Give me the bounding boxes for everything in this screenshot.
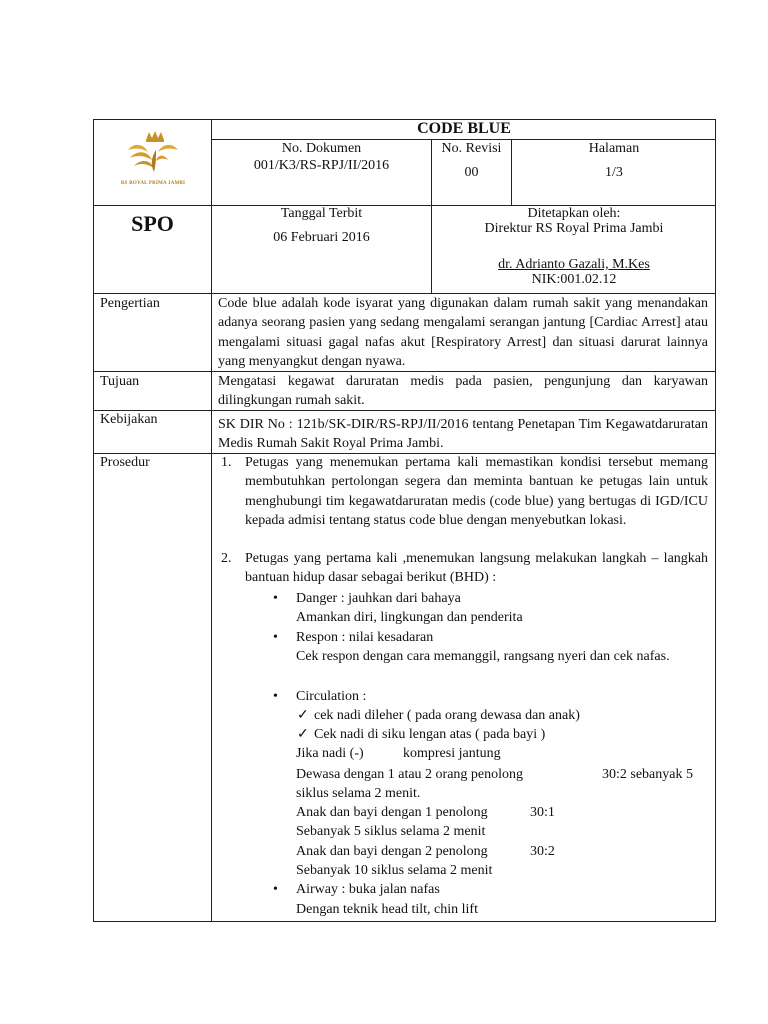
check-2-text: Cek nadi di siku lengan atas ( pada bayi ) bbox=[314, 727, 546, 742]
bullet-icon: • bbox=[273, 689, 278, 704]
bullet-icon: • bbox=[273, 630, 278, 645]
no-revisi-value: 00 bbox=[464, 165, 479, 180]
jika-nadi-text: Jika nadi (-) bbox=[296, 746, 364, 761]
airway-detail: Dengan teknik head tilt, chin lift bbox=[296, 902, 478, 917]
anak-2-ratio: 30:2 bbox=[530, 844, 555, 859]
spo-label: SPO bbox=[131, 211, 174, 236]
tujuan-label: Tujuan bbox=[100, 374, 140, 389]
no-dokumen-value: 001/K3/RS-RPJ/II/2016 bbox=[253, 158, 390, 173]
respon-title: Respon : nilai kesadaran bbox=[296, 630, 434, 645]
ditetapkan-label: Ditetapkan oleh: bbox=[527, 206, 621, 221]
anak-1-ratio: 30:1 bbox=[530, 805, 555, 820]
bullet-icon: • bbox=[273, 882, 278, 897]
tanggal-terbit-label: Tanggal Terbit bbox=[280, 206, 363, 221]
danger-title: Danger : jauhkan dari bahaya bbox=[296, 591, 461, 606]
kompresi-text: kompresi jantung bbox=[403, 746, 501, 761]
anak-1-line: Anak dan bayi dengan 1 penolong bbox=[296, 805, 488, 820]
dewasa-cont: siklus selama 2 menit. bbox=[296, 786, 421, 801]
item-2-number: 2. bbox=[221, 551, 232, 566]
respon-detail: Cek respon dengan cara memanggil, rangsang nyeri dan cek nafas. bbox=[296, 649, 670, 664]
kebijakan-label: Kebijakan bbox=[100, 412, 158, 427]
halaman-value: 1/3 bbox=[605, 165, 623, 180]
check-1-text: cek nadi dileher ( pada orang dewasa dan anak) bbox=[314, 708, 580, 723]
kebijakan-text: SK DIR No : 121b/SK-DIR/RS-RPJ/II/2016 tentang Penetapan Tim Kegawatdaruratan Medis Rumah Sakit Royal Prima Jambi. bbox=[218, 417, 708, 452]
hospital-logo bbox=[118, 128, 188, 184]
signer-nik: NIK:001.02.12 bbox=[531, 272, 617, 287]
document-title: CODE BLUE bbox=[417, 120, 511, 137]
tanggal-terbit-value: 06 Februari 2016 bbox=[273, 230, 370, 245]
circulation-title: Circulation : bbox=[296, 689, 367, 704]
ditetapkan-by: Direktur RS Royal Prima Jambi bbox=[484, 221, 664, 236]
airway-title: Airway : buka jalan nafas bbox=[296, 882, 440, 897]
pengertian-text: Code blue adalah kode isyarat yang digunakan dalam rumah sakit yang menandakan adanya seorang pasien yang sedang mengalami serangan jantung [Cardiac Arrest] atau mengalami situasi gagal nafas akut [Respiratory Arrest] dan situasi darurat lainnya yang menyangkut dengan nyawa. bbox=[218, 296, 708, 369]
pengertian-label: Pengertian bbox=[100, 296, 160, 311]
danger-detail: Amankan diri, lingkungan dan penderita bbox=[296, 610, 523, 625]
anak-1-cont: Sebanyak 5 siklus selama 2 menit bbox=[296, 824, 486, 839]
logo-caption: RS ROYAL PRIMA JAMBI bbox=[120, 181, 186, 186]
check-icon: ✓ bbox=[297, 727, 309, 742]
crown-and-wings-logo-icon bbox=[118, 128, 188, 176]
halaman-label: Halaman bbox=[588, 141, 640, 156]
signer-name: dr. Adrianto Gazali, M.Kes bbox=[498, 257, 650, 272]
dewasa-line: Dewasa dengan 1 atau 2 orang penolong bbox=[296, 767, 524, 782]
bullet-icon: • bbox=[273, 591, 278, 606]
prosedur-label: Prosedur bbox=[100, 455, 150, 470]
item-1-text: Petugas yang menemukan pertama kali memastikan kondisi tersebut memang membutuhkan pertolongan segera dan meminta bantuan ke petugas lain untuk menghubungi tim kegawatdaruratan medis (code blue) yang bertugas di IGD/ICU kepada admisi tentang status code blue dengan menyebutkan lokasi. bbox=[245, 455, 708, 528]
anak-2-line: Anak dan bayi dengan 2 penolong bbox=[296, 844, 488, 859]
anak-2-cont: Sebanyak 10 siklus selama 2 menit bbox=[296, 863, 493, 878]
no-dokumen-label: No. Dokumen bbox=[281, 141, 362, 156]
item-1-number: 1. bbox=[221, 455, 232, 470]
dewasa-ratio: 30:2 sebanyak 5 bbox=[602, 767, 693, 782]
item-2-text: Petugas yang pertama kali ,menemukan langsung melakukan langkah – langkah bantuan hidup dasar sebagai berikut (BHD) : bbox=[245, 551, 708, 586]
tujuan-text: Mengatasi kegawat daruratan medis pada pasien, pengunjung dan karyawan dilingkungan rumah sakit. bbox=[218, 374, 708, 409]
no-revisi-label: No. Revisi bbox=[441, 141, 502, 156]
check-icon: ✓ bbox=[297, 708, 309, 723]
